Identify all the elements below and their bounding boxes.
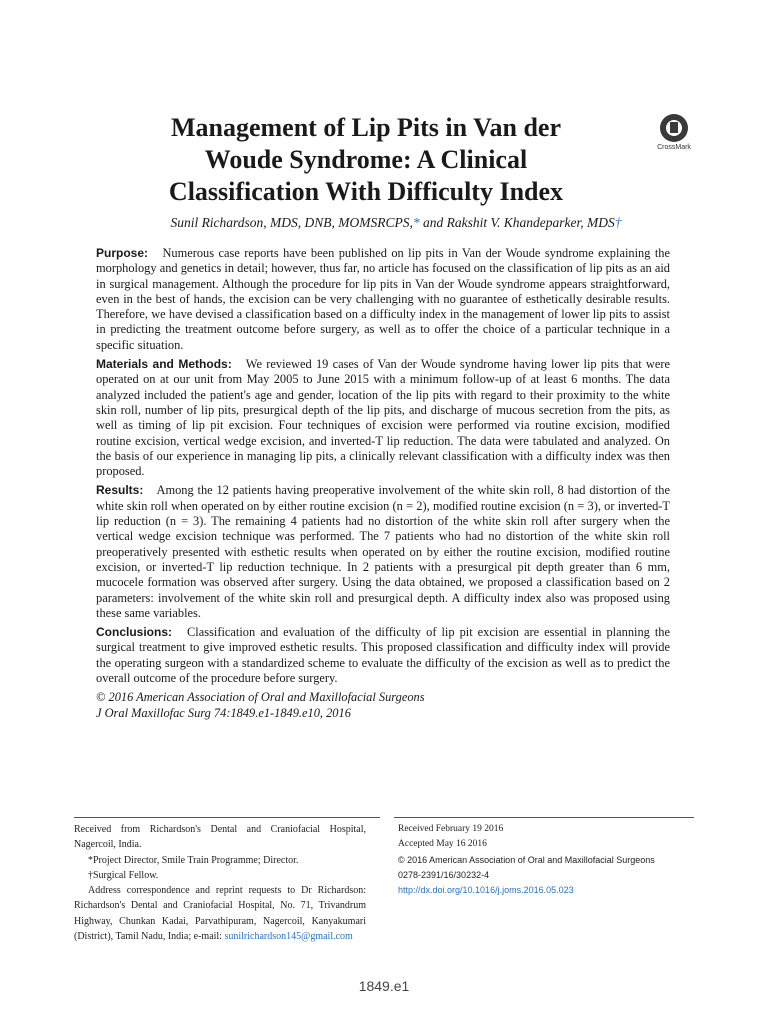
author-connector: and <box>419 215 447 230</box>
author-2: Rakshit V. Khandeparker, MDS <box>446 215 615 230</box>
author-1-affiliation-mark[interactable]: * <box>412 215 420 230</box>
results-heading: Results: <box>96 483 144 498</box>
crossmark-icon <box>660 114 688 142</box>
footnote-divider-gap <box>380 817 394 819</box>
abstract-conclusions <box>96 625 670 686</box>
article-title <box>96 112 636 208</box>
correspondence-address <box>74 883 366 944</box>
abstract-copyright: © 2016 American Association of Oral and Maxillofacial Surgeons <box>96 690 425 705</box>
crossmark-badge[interactable] <box>652 114 696 151</box>
purpose-heading: Purpose: <box>96 246 149 260</box>
issn: 0278-2391/16/30232-4 <box>398 869 490 880</box>
abstract <box>96 246 670 721</box>
methods-heading: Materials and Methods: <box>96 357 232 372</box>
title-line-3: Classification With Difficulty Index <box>168 177 564 206</box>
title-line-2: Woude Syndrome: A Clinical <box>204 145 528 174</box>
abstract-methods <box>96 357 670 479</box>
crossmark-label: CrossMark <box>657 144 691 151</box>
journal-citation: J Oral Maxillofac Surg 74:1849.e1-1849.e10, 2016 <box>96 705 351 720</box>
received-from-note: Received from Richardson's Dental and Craniofacial Hospital, Nagercoil, India. <box>74 824 366 851</box>
address-text: Address correspondence and reprint requests to Dr Richardson: Richardson's Dental and Craniofacial Hospital, No. 71, Trivandrum Highway, Chunkan Kadai, Parvathipuram, Nagercoil, Kanyakumari (District), Tamil Nadu, India; e-mail: <box>74 885 366 943</box>
email-link[interactable]: sunilrichardson145@gmail.com <box>224 931 353 943</box>
methods-text: We reviewed 19 cases of Van der Woude syndrome having lower lip pits that were operated on at our unit from May 2005 to June 2015 with a minimum follow-up of at least 6 months. The data analyzed included the patient's age and gender, location of the lip pits with regard to their proximity to the white skin roll, number of lip pits, presurgical depth of the lip pits, and discharge of mucous secretion from the pits, as well as timing of lip pit excision. Four techniques of excision were performed via routine excision, modified routine excision, vertical wedge excision, and inverted-T lip reduction. The data were tabulated and analyzed. On the basis of our experience in managing lip pits, a clinically relevant classification with a difficulty index was then proposed. <box>96 357 670 479</box>
footnote-surgical-fellow: †Surgical Fellow. <box>88 869 159 881</box>
conclusions-text: Classification and evaluation of the difficulty of lip pit excision are essential in planning the surgical treatment to give improved esthetic results. This proposed classification and difficulty index will provide the operating surgeon with a standardized scheme to evaluate the difficulty of the excision as well as to predict the overall outcome of the procedure before surgery. <box>96 625 670 686</box>
author-1: Sunil Richardson, MDS, DNB, MOMSRCPS, <box>170 215 413 230</box>
abstract-purpose <box>96 246 670 353</box>
footnotes-publication-info <box>398 822 698 898</box>
author-line <box>96 215 696 231</box>
purpose-text: Numerous case reports have been published on lip pits in Van der Woude syndrome explaining the morphology and genetics in detail; however, thus far, no article has focused on the classification of lip pits as an aid in surgical management. Although the procedure for lip pits in Van der Woude syndrome appears straightforward, even in the best of hands, the excision can be very challenging with no guarantee of esthetically desirable results. Therefore, we have devised a classification based on a difficulty index in the management of lower lip pits to assist in predicting the treatment outcome before surgery, as well as to offer the choice of a particular technique in a specific situation. <box>96 246 670 352</box>
publisher-copyright: © 2016 American Association of Oral and Maxillofacial Surgeons <box>398 854 655 865</box>
footnote-project-director: *Project Director, Smile Train Programme; Director. <box>88 854 299 866</box>
received-date: Received February 19 2016 <box>398 824 504 834</box>
abstract-results <box>96 483 670 621</box>
accepted-date: Accepted May 16 2016 <box>398 839 487 850</box>
results-text: Among the 12 patients having preoperative involvement of the white skin roll, 8 had distortion of the white skin roll when operated on by either routine excision (n = 2), modified routine excision (n = 3), or inverted-T lip reduction (n = 3). The remaining 4 patients had no distortion of the white skin roll after surgery when the vertical wedge excision technique was performed. The 7 patients who had no distortion of the white skin roll preoperatively presented with esthetic results when operated on by either the routine excision, modified routine excision, or inverted-T lip reduction technique. In 2 patients with a presurgical pit depth greater than 6 mm, mucocele formation was observed after surgery. Using the data obtained, we proposed a classification based on 2 parameters: involvement of the white skin roll and presurgical depth. A difficulty index also was proposed using these same variables. <box>96 483 670 620</box>
page-number: 1849.e1 <box>358 978 410 994</box>
conclusions-heading: Conclusions: <box>96 625 173 640</box>
title-line-1: Management of Lip Pits in Van der <box>170 113 562 142</box>
doi-link[interactable]: http://dx.doi.org/10.1016/j.joms.2016.05.023 <box>398 885 574 896</box>
footnotes-affiliations <box>74 822 366 944</box>
author-2-affiliation-mark[interactable]: † <box>614 215 622 230</box>
